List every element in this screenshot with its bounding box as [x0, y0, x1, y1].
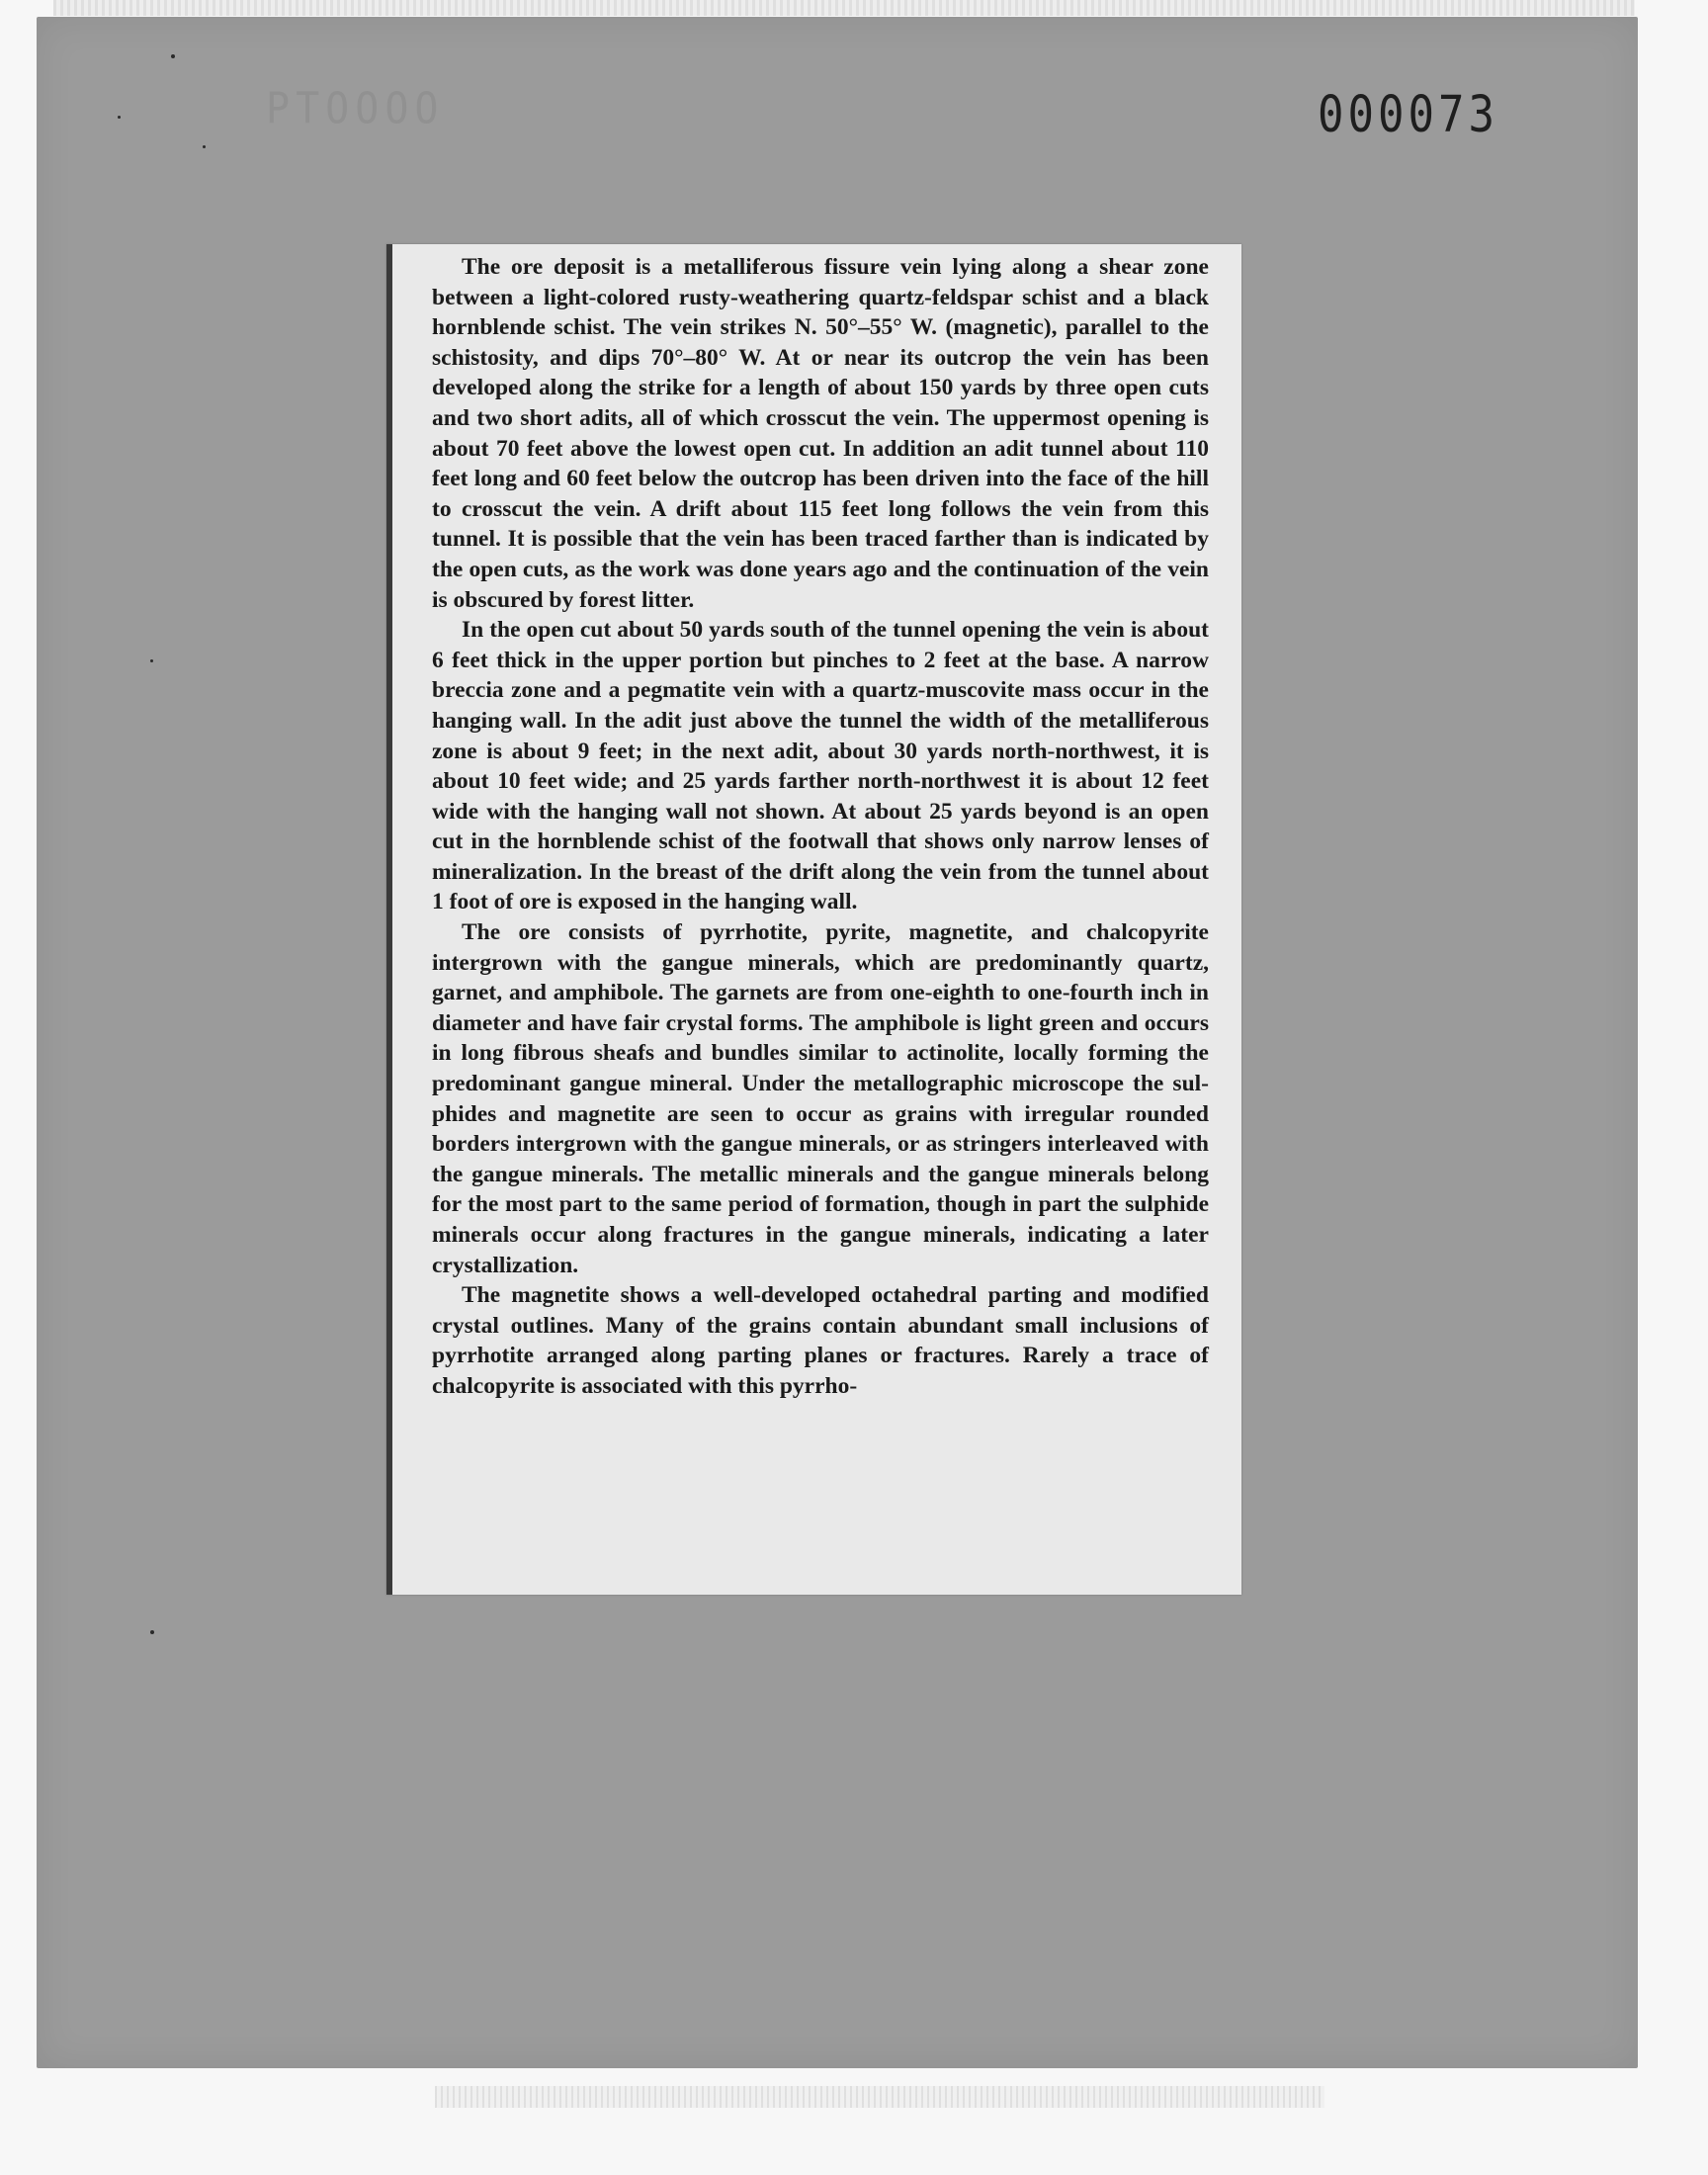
paragraph: The ore consists of pyrrhotite, pyrite, magnetite, and chalcopyrite intergrown with the gangue minerals, which are predominantly quartz, garnet, and amphibole. The garnets are from one-eighth to one-fourth inch in diameter and have fair crystal forms. The amphibole is light green and occurs in long fibrous sheafs and bundles similar to actinolite, locally forming the predominant gangue mineral. Under the metallographic microscope the sulphides and magnetite are seen to occur as grains with irregular rounded borders intergrown with the gangue minerals, or as stringers interleaved with the gangue minerals. The metallic minerals and the gangue minerals belong for the most part to the same period of formation, though in part the sulphide minerals occur along fractures in the gangue minerals, indicating a later crystallization. — [432, 919, 1209, 1278]
scan-edge-artifact — [435, 2086, 1324, 2108]
dust-speck — [150, 659, 153, 662]
dust-speck — [150, 1630, 154, 1634]
dust-speck — [171, 54, 175, 58]
dust-speck — [118, 116, 121, 119]
paragraph: The ore deposit is a metalliferous fissure vein lying along a shear zone between a light-colored rusty-weathering quartz-feldspar schist and a black hornblende schist. The vein strikes N. 50°–55° W. (magnetic), parallel to the schistosity, and dips 70°–80° W. At or near its outcrop the vein has been developed along the strike for a length of about 150 yards by three open cuts and two short adits, all of which crosscut the vein. The uppermost opening is about 70 feet above the lowest open cut. In addition an adit tunnel about 110 feet long and 60 feet below the outcrop has been driven into the face of the hill to crosscut the vein. A drift about 115 feet long follows the vein from this tunnel. It is possible that the vein has been traced farther than is indicated by the open cuts, as the work was done years ago and the continuation of the vein is obscured by forest litter. — [432, 254, 1209, 613]
text-column — [432, 252, 1209, 1402]
page-stamp-number: 000073 — [1318, 86, 1498, 144]
scan-edge-artifact — [53, 0, 1635, 16]
pasted-text-clipping — [386, 244, 1241, 1595]
dust-speck — [203, 145, 206, 148]
ghost-stamp-number: PTOOOO — [266, 84, 445, 134]
mounting-board — [37, 17, 1638, 2068]
paragraph: The magnetite shows a well-developed octahedral parting and modified crystal outlines. Many of the grains contain abundant small inclusions of pyrrhotite arranged along parting planes or fractures. Rarely a trace of chalcopyrite is associated with this pyrrho- — [432, 1282, 1209, 1399]
paragraph: In the open cut about 50 yards south of the tunnel opening the vein is about 6 feet thick in the upper portion but pinches to 2 feet at the base. A narrow breccia zone and a pegmatite vein with a quartz-muscovite mass occur in the hanging wall. In the adit just above the tunnel the width of the metalliferous zone is about 9 feet; in the next adit, about 30 yards north-northwest, it is about 10 feet wide; and 25 yards farther north-northwest it is about 12 feet wide with the hanging wall not shown. At about 25 yards beyond is an open cut in the hornblende schist of the footwall that shows only narrow lenses of mineralization. In the breast of the drift along the vein from the tunnel about 1 foot of ore is exposed in the hanging wall. — [432, 617, 1209, 915]
